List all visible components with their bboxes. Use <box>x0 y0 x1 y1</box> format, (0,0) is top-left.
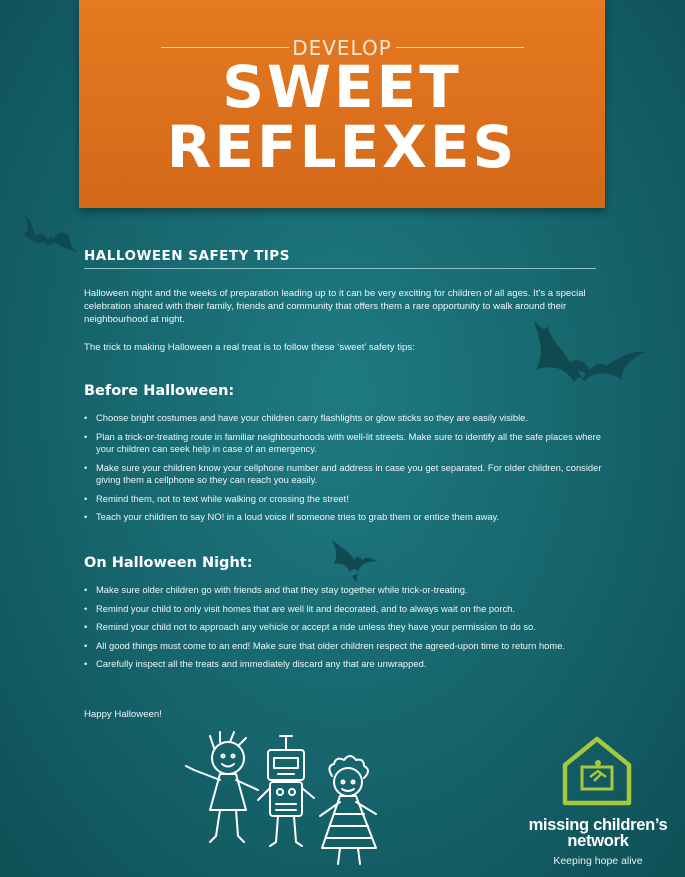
title-line-1: SWEET <box>222 53 462 121</box>
list-item: • Carefully inspect all the treats and immediately discard any that are unwrapped. <box>84 658 604 671</box>
missing-childrens-network-logo <box>518 735 683 875</box>
title-banner <box>79 0 605 208</box>
intro-paragraph: Halloween night and the weeks of preparation leading up to it can be very exciting for children of all ages. It’s a special celebration shared with their family, friends and community that offers them a rare opportunity to walk around their neighbourhood at night. <box>84 288 586 325</box>
list-item: • Teach your children to say NO! in a loud voice if someone tries to grab them or entice them away. <box>84 511 604 524</box>
kicker-text: DEVELOP <box>292 36 392 60</box>
before-heading: Before Halloween: <box>84 383 235 399</box>
logo-tagline: Keeping hope alive <box>553 855 643 867</box>
bat-icon <box>20 206 80 254</box>
house-logo-icon <box>560 735 634 807</box>
bat-icon <box>328 538 380 584</box>
list-item: • Plan a trick-or-treating route in familiar neighbourhoods with well-lit streets. Make sure to identify all the safe places where your children can seek help in case of an emergency. <box>84 431 604 456</box>
logo-name-line: missing children’s <box>528 816 668 834</box>
list-item: • Remind them, not to text while walking or crossing the street! <box>84 493 604 506</box>
intro-paragraph: The trick to making Halloween a real treat is to follow these ‘sweet’ safety tips: <box>84 342 415 353</box>
bat-icon <box>522 318 648 408</box>
section-rule <box>84 268 596 269</box>
children-drawing-icon <box>180 730 395 870</box>
list-item: • Make sure older children go with friends and that they stay together while trick-or-treating. <box>84 584 604 597</box>
list-item: • All good things must come to an end! Make sure that older children respect the agreed-upon time to return home. <box>84 640 604 653</box>
list-item: • Make sure your children know your cellphone number and address in case you get separated. For older children, consider giving them a cellphone so they can reach you easily. <box>84 462 604 487</box>
title-line-2: REFLEXES <box>166 113 518 181</box>
section-title: HALLOWEEN SAFETY TIPS <box>84 248 290 264</box>
logo-name <box>518 817 678 849</box>
divider <box>396 47 524 48</box>
logo-name-line: network <box>567 832 629 850</box>
before-list <box>84 412 604 530</box>
list-item: • Choose bright costumes and have your children carry flashlights or glow sticks so they are easily visible. <box>84 412 604 425</box>
list-item: • Remind your child to only visit homes that are well lit and decorated, and to always wait on the porch. <box>84 603 604 616</box>
list-item: • Remind your child not to approach any vehicle or accept a ride unless they have your permission to do so. <box>84 621 604 634</box>
night-list <box>84 584 604 677</box>
closing-text: Happy Halloween! <box>84 709 162 720</box>
night-heading: On Halloween Night: <box>84 555 253 571</box>
